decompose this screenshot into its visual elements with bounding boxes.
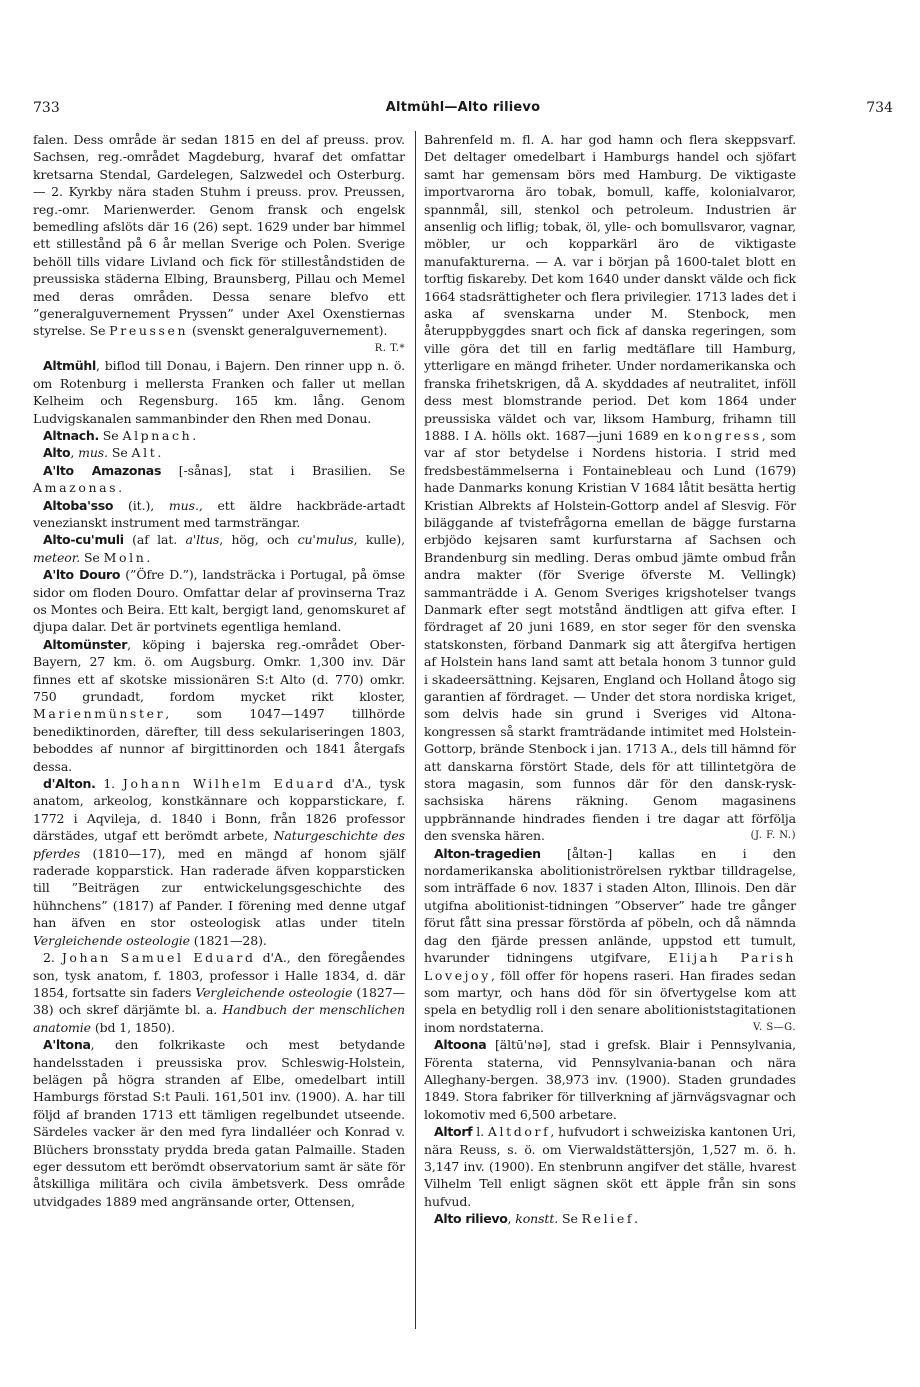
entry-text: (it.), <box>113 497 169 513</box>
spaced-text: Alpnach <box>122 427 193 443</box>
dictionary-entry <box>424 1210 796 1227</box>
spaced-text: Relief <box>581 1211 635 1227</box>
spaced-text: Altdorf <box>487 1124 551 1140</box>
entry-headword: Altomünster <box>43 636 128 652</box>
entry-headword: Altorf <box>434 1124 473 1140</box>
spaced-text: Johann Wilhelm Eduard <box>122 776 336 792</box>
entry-text: , som var af stor betydelse i Nordens historia. I strid med fredsbestämmelserna i Fontainebleau och Lund (1679) hade Danmarks konung Kristian V 1684 låtit besätta hertig Kristian Albrekts af Holstein-Gottorp andel af Slesvig. För biläggande af tvistefrågorna emellan de bägge furstarna erbjödo kejsaren samt kurfurstarna af Sachsen och Brandenburg sin medling. Deras ombud jämte ombud från andra makter (för Sverige öfverste M. Vellingk) sammanträdde i A. Genom Sveriges krigshotelser tvangs Danmark efter segt motstånd ändtligen att gifva efter. I fördraget af 20 juni 1689, en stor seger för den svenska statskonsten, förband Danmark sig att återgifva hertigen af Holstein hans land samt att betala honom 3 tunnor guld i skadeersättning. Kejsaren, England och Holland åtogo sig garantien af fördraget. — Under det stora nordiska kriget, som delvis hade sin grund i Sveriges vid Altona-kongressen så starkt framträdande intimitet med Holstein-Gottorp, brände Stenbock i jan. 1713 A., dels till hämnd för att danskarna förstört Stade, dels för att tillintetgöra de stora magasin, som funnos där för den dansk-rysk-sachsiska härens räkning. Genom magasinens uppbrännande hindrades fienden i tre dagar att förfölja den svenska hären. <box>424 427 796 844</box>
entry-text: (1827—38) och skref därjämte bl. a. <box>33 984 405 1018</box>
entry-text: [åltən-] kallas en i den nordamerikanska abolitioniströrelsen ryktbar tilldragelse, som inträffade 6 nov. 1837 i staden Alton, Illinois. Den där utgifna abolitionist-tidningen ”Observer” hade tre gånger förut fått sina pressar förstörda af pöbeln, och då nämnda dag den fjärde pressen anlände, uppstod ett tumult, hvarunder tidningens utgifvare, <box>424 845 796 966</box>
italic-text: Vergleichende osteologie <box>33 932 190 948</box>
entry-text: (”Öfre D.”), landsträcka i Portugal, på ömse sidor om floden Douro. Omfattar delar af provinserna Traz os Montes och Beira. Ett kalt, bergigt land, genomskuret af djupa dalar. Det är portvinets egentliga hemland. <box>33 567 406 635</box>
entry-text: , <box>507 1211 516 1227</box>
spaced-text: Elijah Parish Lovejoy <box>424 950 796 983</box>
spaced-text: Moln <box>103 549 147 565</box>
entry-text: , biflod till Donau, i Bajern. Den rinner upp n. ö. om Rotenburg i mellersta Franken och faller ut mellan Kelheim och Regensburg. 165 km. lång. Genom Ludvigskanalen sammanbinder den Rhen med Donau. <box>33 358 405 426</box>
dictionary-entry <box>424 1036 796 1123</box>
italic-text: konstt. <box>515 1211 559 1227</box>
entry-text: (1821—28). <box>189 932 267 948</box>
entry-text: [ältū'nə], stad i grefsk. Blair i Pennsylvania, Förenta staterna, vid Pennsylvania-banan och nära Alleghany-bergen. 38,973 inv. (1900). Staden grundades 1849. Stora fabriker för tillverkning af järnvägsvagnar och lokomotiv med 6,500 arbetare. <box>424 1037 796 1122</box>
entry-text: d'A., den föregåendes son, tysk anatom, f. 1803, professor i Halle 1834, d. där 1854, fortsatte sin faders <box>33 950 406 1000</box>
author-signature: V. S—G. <box>753 1021 796 1033</box>
entry-text: 1. <box>95 776 123 792</box>
author-signature: R. T.* <box>374 342 405 354</box>
entry-text: , ett äldre hackbräde-artadt venezianskt instrument med tarmsträngar. <box>33 497 406 530</box>
page-header <box>33 100 893 120</box>
entry-text: , kulle), <box>353 532 406 548</box>
italic-text: meteor. <box>33 549 81 565</box>
entry-text: , den folkrikaste och mest betydande handelsstaden i preussiska prov. Schleswig-Holstein, belägen på högra stranden af Elbe, omedelbart intill Hamburgs förstad S:t Pauli. 161,501 inv. (1900). A. har till följd af branden 1713 ett tämligen regelbundet utseende. Särdeles vacker är den med fyra lindalléer och Konrad v. Blüchers bronsstaty prydda breda gatan Palmaille. Staden eger dessutom ett berömdt observatorium samt är säte för åtskilliga militära och civila ämbetsverk. Dess område utvidgades 1889 med angränsande orter, Ottensen, <box>33 1037 405 1209</box>
dictionary-entry <box>424 1123 796 1210</box>
column-divider <box>415 131 416 1329</box>
entry-text: . <box>634 1211 638 1227</box>
spaced-text: Preussen <box>109 323 189 339</box>
spaced-text: Amazonas <box>33 480 119 496</box>
page-number-right: 734 <box>866 100 893 116</box>
entry-text: Se <box>107 445 132 461</box>
italic-text: Vergleichende osteologie <box>195 984 353 1000</box>
entry-text: falen. Dess område är sedan 1815 en del af preuss. prov. Sachsen, reg.-området Magdeburg, hvaraf det omfattar kretsarna Stendal, Gardelegen, Salzwedel och Osterburg. — 2. Kyrkby nära staden Stuhm i preuss. prov. Preussen, reg.-omr. Marienwerder. Genom fransk och engelsk bemedling afslöts där 16 (26) sept. 1629 under bar himmel ett stillestånd på 6 år mellan Sverige och Polen. Sverige behöll tills vidare Livland och fick för stilleståndstiden de preussiska städerna Elbing, Braunsberg, Pillau och Memel med deras områden. Dessa senare blefvo ett ”generalguvernement Pryssen” under Axel Oxenstiernas styrelse. Se <box>33 132 405 339</box>
dictionary-entry <box>33 462 405 497</box>
dictionary-entry <box>33 427 405 444</box>
right-column <box>424 131 796 1228</box>
italic-text: mus. <box>78 445 108 461</box>
entry-headword: d'Alton. <box>43 776 96 792</box>
entry-text: d'A., tysk anatom, arkeolog, konstkännare och kopparstickare, f. 1772 i Aqvileja, d. 1840 i Bonn, från 1826 professor därstädes, utgaf ett berömdt arbete, <box>33 776 405 844</box>
spaced-text: Marienmünster <box>33 706 166 722</box>
entry-text: Se <box>558 1211 582 1227</box>
dictionary-entry <box>33 566 405 636</box>
entry-text: 2. <box>43 950 62 966</box>
italic-text: Handbuch der menschlichen anatomie <box>33 1002 406 1035</box>
entry-text: Se <box>98 427 123 443</box>
continued-entry <box>424 131 796 845</box>
dictionary-entry <box>33 357 405 427</box>
entry-text: , som 1047—1497 tillhörde benediktinorden, därefter, till dess sekulariseringen 1803, beboddes af nunnor af birgittinorden och 1841 återgafs dessa. <box>33 706 405 774</box>
entry-text: Se <box>80 549 104 565</box>
entry-headword: Alto rilievo <box>434 1211 508 1227</box>
entry-headword: Alto <box>43 445 71 461</box>
italic-text: cu'mulus <box>297 532 354 548</box>
dictionary-entry <box>33 1036 405 1210</box>
entry-text: . <box>146 549 151 565</box>
dictionary-entry <box>33 444 405 461</box>
entry-headword: Altoba'sso <box>43 497 114 513</box>
entry-headword: A'ltona <box>43 1037 91 1053</box>
italic-text: mus. <box>168 497 199 513</box>
entry-text: (1810—17), med en mängd af honom själf raderade kopparstick. Han raderade äfven kopparsticken till ”Beiträgen zur entwickelungsgeschichte des hühnchens” (1817) af Pander. I förening med denne utgaf han äfven en stor osteologisk atlas under titeln <box>33 845 405 931</box>
entry-text: , föll offer för hopens raseri. Han firades sedan som martyr, och hans död för sin öfvertygelse kom att spela en betydlig roll i den senare abolitioniststagitationen inom nordstaterna. <box>424 967 796 1035</box>
entry-text: , hufvudort i schweiziska kantonen Uri, nära Reuss, s. ö. om Vierwaldstättersjön, 1,527 m. ö. h. 3,147 inv. (1900). En stenbrunn angifver det ställe, hvarest Vilhelm Tell enligt sägnen sköt ett äpple från sin sons hufvud. <box>424 1124 796 1209</box>
spaced-text: kongress <box>683 427 762 443</box>
entry-headword: Altnach. <box>43 427 99 443</box>
dictionary-entry <box>33 775 405 949</box>
page-number-left: 733 <box>33 100 60 116</box>
entry-headword: Alton-tragedien <box>434 845 541 861</box>
entry-headword: A'lto Amazonas <box>43 462 162 478</box>
spaced-text: Alt <box>131 445 158 461</box>
running-title: Altmühl—Alto rilievo <box>385 100 541 115</box>
spaced-text: Johan Samuel Eduard <box>61 950 256 966</box>
dictionary-entry <box>424 845 796 1036</box>
entry-headword: Altmühl <box>43 358 96 374</box>
entry-text: (bd 1, 1850). <box>90 1019 175 1035</box>
entry-text: , hög, och <box>219 532 298 548</box>
entry-headword: Alto-cu'muli <box>43 532 124 548</box>
entry-text: Bahrenfeld m. fl. A. har god hamn och flera skeppsvarf. Det deltager omedelbart i Hamburgs handel och sjöfart samt har gemensam börs med Hamburg. De viktigaste importvarorna äro tobak, bomull, kaffe, kolonialvaror, spannmål, sill, stenkol och petroleum. Industrien är ansenlig och liflig; tobak, öl, ylle- och bomullsvaror, vagnar, möbler, ur och kopparkärl äro de viktigaste manufakturerna. — A. var i början på 1600-talet blott en torftig fiskareby. Det kom 1640 under danskt välde och fick 1664 stadsrättigheter och flera privilegier. 1713 lades det i aska af svenskarna under M. Stenbock, men återuppbyggdes snart och fick af danska regeringen, som ville göra det till en farlig medtäflare till Hamburg, ytterligare en mängd friheter. Under nordamerikanska och franska frihetskrigen, då A. skyddades af neutralitet, inföll dess mest blomstrande period. Det kom 1864 under preussiska väldet och var, liksom Hamburg, frihamn till 1888. I A. hölls okt. 1687—juni 1689 en <box>424 132 796 443</box>
dictionary-entry <box>33 531 405 566</box>
entry-text: [-sånas], stat i Brasilien. Se <box>161 462 405 478</box>
entry-headword: A'lto Douro <box>43 567 121 583</box>
dictionary-entry <box>33 497 405 532</box>
author-signature: (J. F. N.) <box>750 830 796 842</box>
entry-text: . <box>192 427 197 443</box>
entry-text: . <box>157 445 162 461</box>
dictionary-entry <box>33 636 405 775</box>
entry-text: (af lat. <box>123 532 186 548</box>
entry-headword: Altoona <box>434 1037 487 1053</box>
entry-text: l. <box>472 1124 488 1140</box>
entry-text: (svenskt generalguvernement). <box>188 323 388 339</box>
entry-text: . <box>118 480 123 496</box>
left-column <box>33 131 405 1210</box>
entry-text: , köping i bajerska reg.-området Ober-Bayern, 27 km. ö. om Augsburg. Omkr. 1,300 inv. Där finnes ett af skotske missionären S:t Alto (d. 770) omkr. 750 grundadt, fordom mycket rikt kloster, <box>33 636 405 704</box>
entry-text: , <box>70 445 79 461</box>
continued-entry <box>33 131 405 357</box>
italic-text: a'ltus <box>185 532 220 548</box>
italic-text: Naturgeschichte des pferdes <box>33 828 405 861</box>
dictionary-entry <box>33 949 405 1036</box>
